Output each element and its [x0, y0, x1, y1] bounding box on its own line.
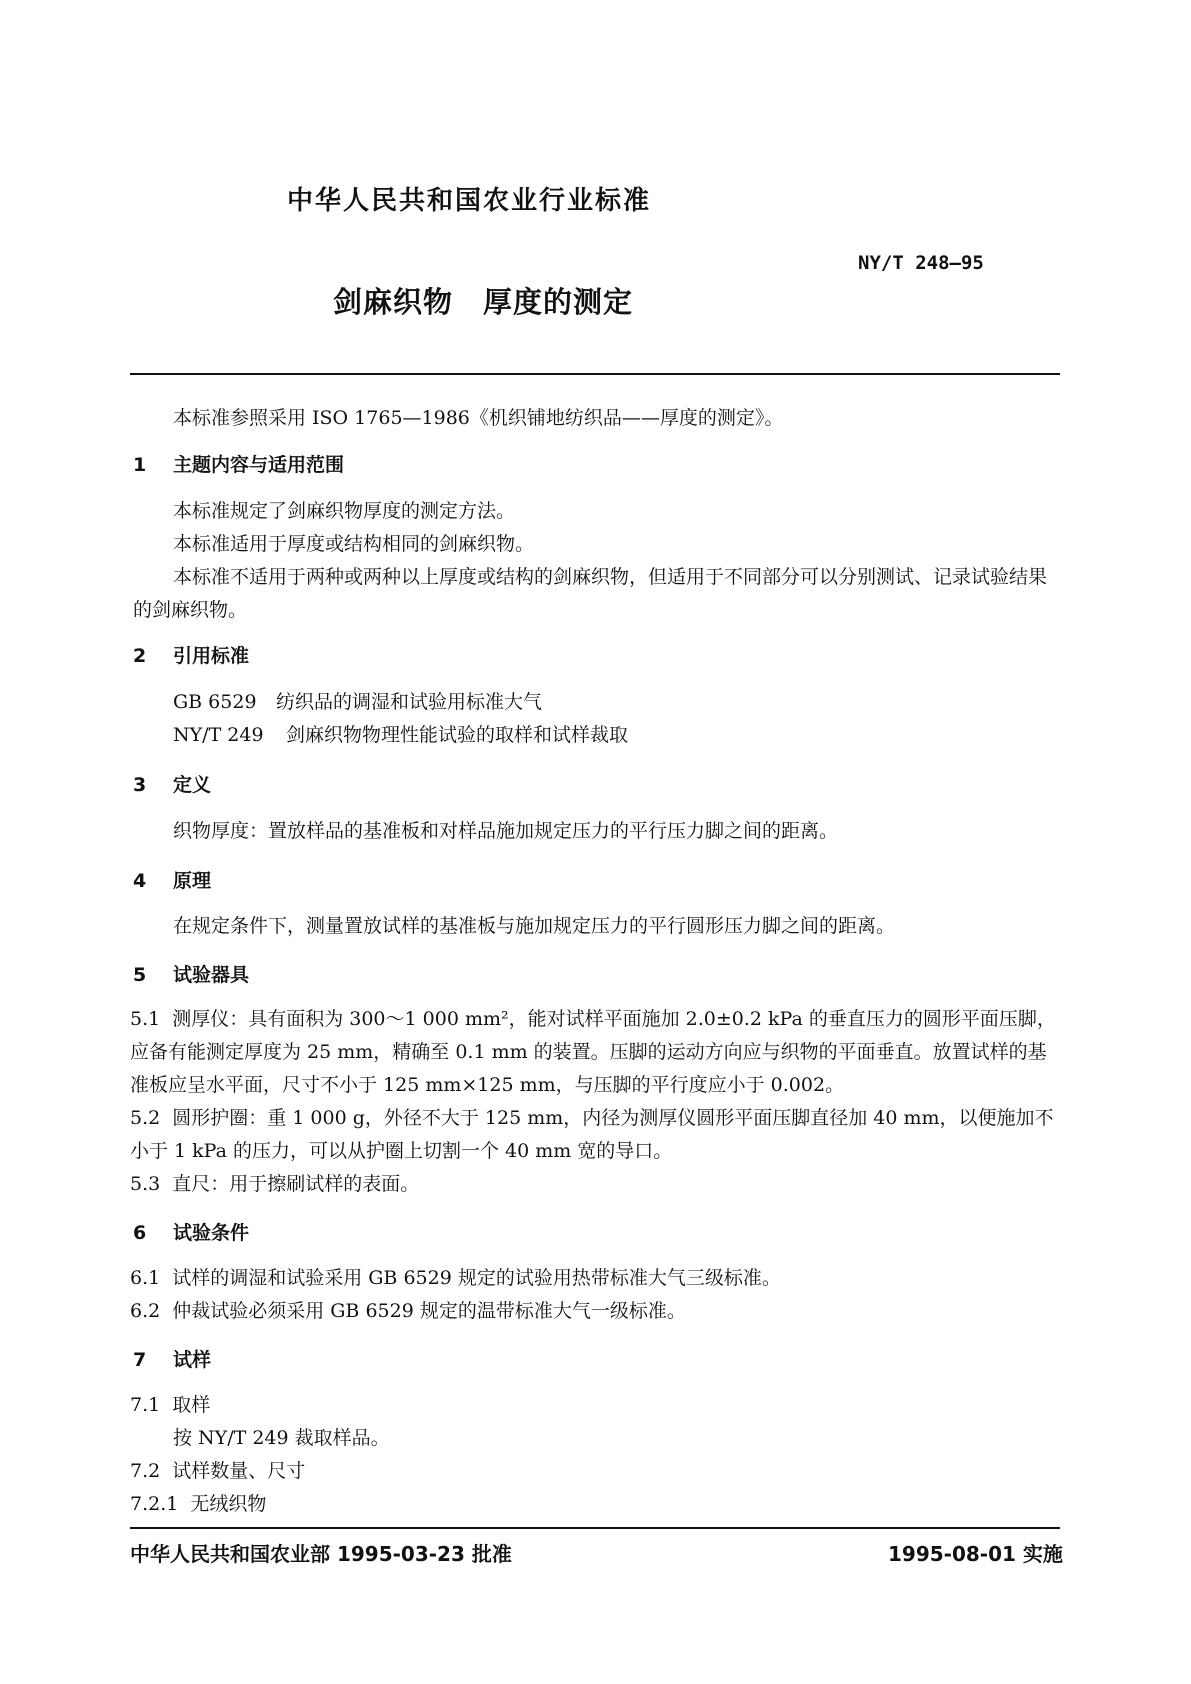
section-5-heading	[133, 960, 249, 987]
section-title: 引用标准	[173, 645, 250, 667]
clause-text: 试样的调湿和试验采用 GB 6529 规定的试验用热带标准大气三级标准。	[172, 1267, 781, 1289]
clause-7-1	[130, 1389, 210, 1422]
s1-paragraph-1: 本标准规定了剑麻织物厚度的测定方法。	[173, 500, 516, 522]
reference-code: NY/T 249	[173, 724, 264, 746]
s4-paragraph: 在规定条件下，测量置放试样的基准板与施加规定压力的平行圆形压力脚之间的距离。	[173, 915, 896, 937]
clause-text: 试样数量、尺寸	[172, 1460, 306, 1482]
section-3-heading	[133, 770, 211, 797]
section-title: 原理	[173, 870, 212, 892]
section-number: 3	[133, 774, 147, 796]
section-number: 6	[133, 1222, 147, 1244]
section-title: 定义	[173, 774, 212, 796]
clause-number: 6.1	[130, 1267, 161, 1289]
issuing-agency: 中华人民共和国农业行业标准	[287, 186, 652, 216]
clause-number: 5.3	[130, 1173, 161, 1195]
reference-title: 纺织品的调湿和试验用标准大气	[276, 691, 543, 713]
clause-5-3	[130, 1168, 419, 1201]
standard-code: NY/T 248—95	[858, 252, 984, 274]
section-6-heading	[133, 1218, 249, 1245]
section-number: 7	[133, 1349, 147, 1371]
bottom-rule	[130, 1527, 1060, 1529]
section-number: 2	[133, 645, 147, 667]
clause-number: 7.2.1	[130, 1493, 179, 1515]
section-title: 试验器具	[173, 964, 250, 986]
clause-6-1	[130, 1262, 781, 1295]
top-rule	[130, 373, 1060, 375]
clause-number: 5.2	[130, 1107, 161, 1129]
effective-line: 1995-08-01 实施	[888, 1542, 1063, 1566]
clause-number: 5.1	[130, 1008, 161, 1030]
intro-paragraph: 本标准参照采用 ISO 1765—1986《机织铺地纺织品——厚度的测定》。	[173, 407, 784, 429]
section-title: 试样	[173, 1349, 212, 1371]
clause-5-2	[130, 1102, 1060, 1168]
reference-row	[173, 719, 628, 752]
s1-paragraph-3: 本标准不适用于两种或两种以上厚度或结构的剑麻织物，但适用于不同部分可以分别测试、记录试验结果的剑麻织物。	[133, 566, 1048, 621]
section-title: 试验条件	[173, 1222, 250, 1244]
section-2-heading	[133, 641, 249, 668]
clause-text: 取样	[172, 1394, 211, 1416]
s1-paragraph-2: 本标准适用于厚度或结构相同的剑麻织物。	[173, 533, 535, 555]
clause-text: 圆形护圈：重 1 000 g，外径不大于 125 mm，内径为测厚仪圆形平面压脚直径加 40 mm，以便施加不小于 1 kPa 的压力，可以从护圈上切割一个 40 mm 宽的导口。	[130, 1107, 1054, 1162]
clause-number: 7.2	[130, 1460, 161, 1482]
section-number: 5	[133, 964, 147, 986]
section-7-heading	[133, 1345, 211, 1372]
clause-text: 直尺：用于擦刷试样的表面。	[172, 1173, 420, 1195]
section-title: 主题内容与适用范围	[173, 454, 345, 476]
clause-7-2-1	[130, 1488, 266, 1521]
clause-number: 7.1	[130, 1394, 161, 1416]
clause-7-2	[130, 1455, 305, 1488]
document-title: 剑麻织物 厚度的测定	[333, 285, 634, 319]
clause-number: 6.2	[130, 1300, 161, 1322]
clause-5-1	[130, 1003, 1060, 1102]
clause-text: 无绒织物	[190, 1493, 267, 1515]
reference-row	[173, 686, 542, 719]
clause-6-2	[130, 1295, 686, 1328]
clause-text: 仲裁试验必须采用 GB 6529 规定的温带标准大气一级标准。	[172, 1300, 686, 1322]
reference-code: GB 6529	[173, 691, 257, 713]
section-1-heading	[133, 450, 344, 477]
section-number: 4	[133, 870, 147, 892]
s3-paragraph: 织物厚度：置放样品的基准板和对样品施加规定压力的平行压力脚之间的距离。	[173, 820, 839, 842]
section-number: 1	[133, 454, 147, 476]
clause-text: 测厚仪：具有面积为 300～1 000 mm²，能对试样平面施加 2.0±0.2 kPa 的垂直压力的圆形平面压脚，应备有能测定厚度为 25 mm，精确至 0.1 mm 的装置。压脚的运动方向应与织物的平面垂直。放置试样的基准板应呈水平面，尺寸不小于 125 mm×125 mm，与压脚的平行度应小于 0.002。	[130, 1008, 1056, 1096]
approval-line: 中华人民共和国农业部 1995-03-23 批准	[130, 1542, 512, 1566]
clause-7-1-body: 按 NY/T 249 裁取样品。	[173, 1427, 390, 1449]
reference-title: 剑麻织物物理性能试验的取样和试样裁取	[286, 724, 629, 746]
section-4-heading	[133, 866, 211, 893]
